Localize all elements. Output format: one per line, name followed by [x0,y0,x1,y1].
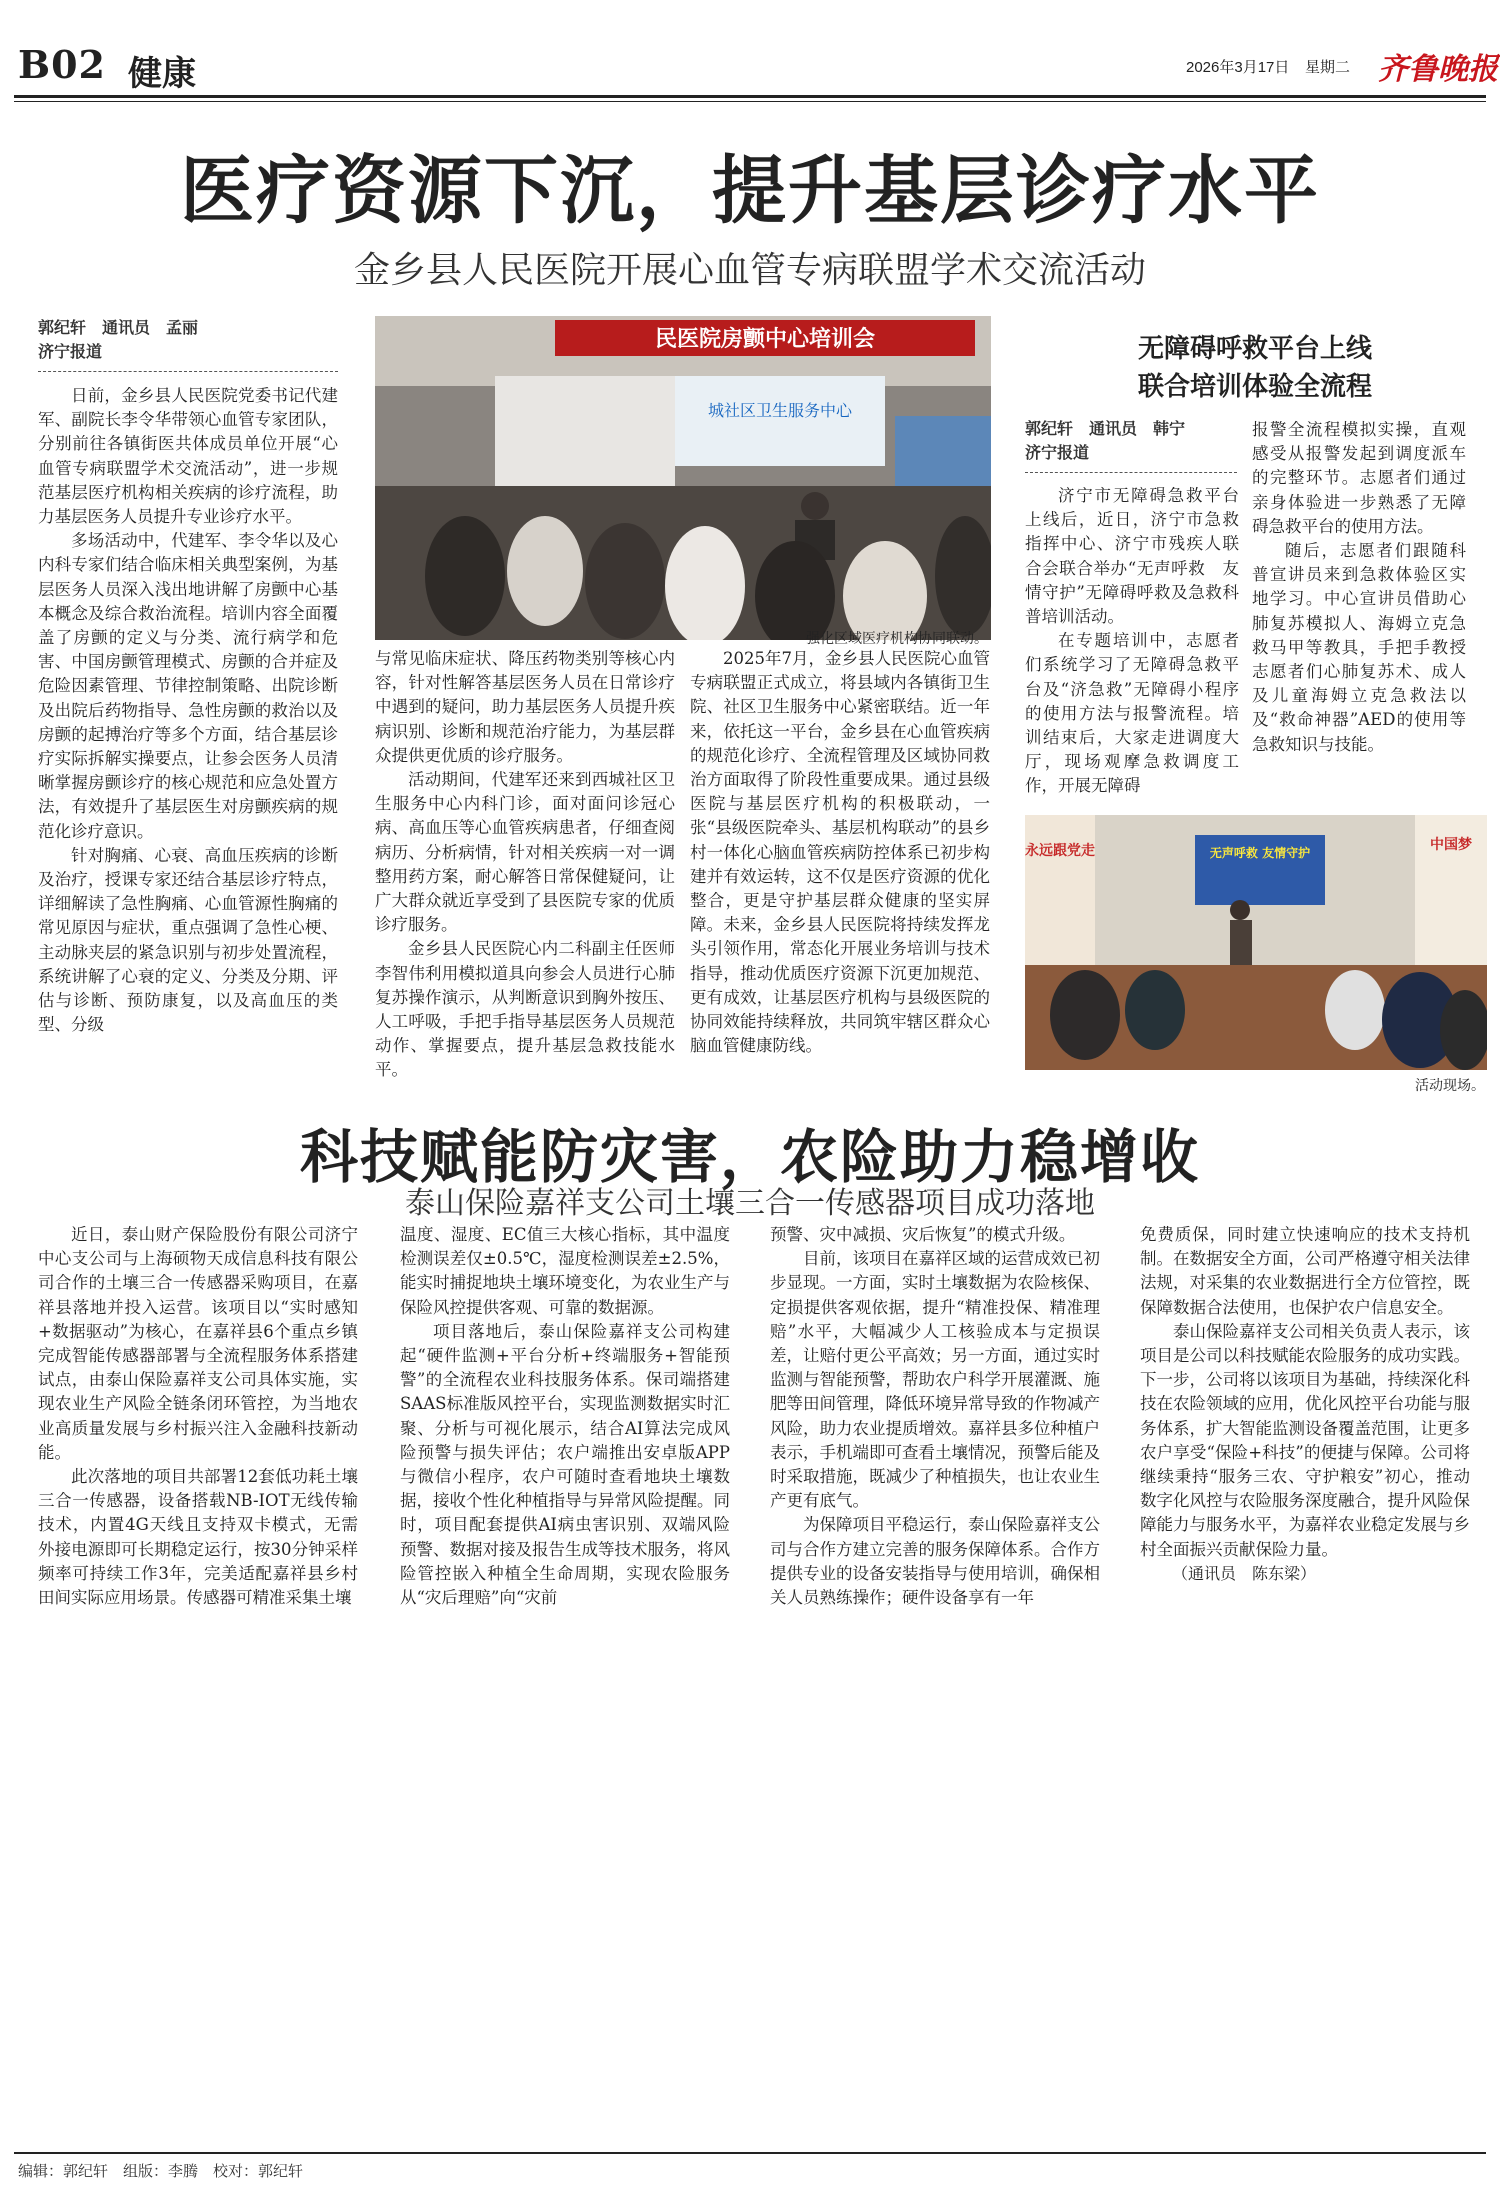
paragraph: 免费质保，同时建立快速响应的技术支持机制。在数据安全方面，公司严格遵守相关法律法规，对采集的农业数据进行全方位管控，既保障数据合法使用，也保护农户信息安全。 [1140,1225,1470,1317]
issue-weekday: 星期二 [1305,58,1351,76]
sidebar-col2 [1252,418,1466,808]
article2-subheadline: 泰山保险嘉祥支公司土壤三合一传感器项目成功落地 [405,1186,1095,1221]
paragraph: 2025年7月，金乡县人民医院心血管专病联盟正式成立，将县域内各镇街卫生院、社区卫生服务中心紧密联结。近一年来，依托这一平台，金乡县在心血管疾病的规范化诊疗、全流程管理及区域协同救治方面取得了阶段性重要成果。通过县级医院与基层医疗机构的积极联动，一张“县级医院牵头、基层机构联动”的县乡村一体化心脑血管疾病防控体系已初步构建并有效运转，这不仅是医疗资源的优化整合，更是守护基层群众健康的坚实屏障。未来，金乡县人民医院将持续发挥龙头引领作用，常态化开展业务培训与技术指导，推动优质医疗资源下沉更加规范、更有成效，让基层医疗机构与县级医院的协同效能持续释放，共同筑牢辖区群众心脑血管健康防线。 [690,649,990,1056]
section-name: 健康 [128,54,196,94]
sidebar-col1 [1025,484,1239,814]
sidebar-photo-caption: 活动现场。 [1415,1078,1485,1094]
article1-byline-authors: 郭纪轩 通讯员 孟丽 [38,318,199,337]
article1-col3 [690,647,990,1087]
article2-headline: 科技赋能防灾害，农险助力稳增收 [299,1123,1200,1191]
paragraph: 报警全流程模拟实操，直观感受从报警发起到调度派车的完整环节。志愿者们通过亲身体验进一步熟悉了无障碍急救平台的使用方法。 [1252,420,1466,536]
photo-banner-text: 无声呼救 友情守护 [1209,846,1311,860]
photo-right-text: 中国梦 [1430,837,1472,853]
photo-banner-text: 民医院房颤中心培训会 [654,327,876,352]
article2-col2 [400,1223,730,1643]
article1-byline [38,316,198,364]
photo-sign-text: 城社区卫生服务中心 [707,401,853,420]
paragraph: 活动期间，代建军还来到西城社区卫生服务中心内科门诊，面对面问诊冠心病、高血压等心血管疾病患者，仔细查阅病历、分析病情，针对相关疾病一对一调整用药方案，耐心解答日常保健疑问，让广大群众就近享受到了县医院专家的优质诊疗服务。 [375,770,675,935]
paragraph: 项目落地后，泰山保险嘉祥支公司构建起“硬件监测+平台分析+终端服务+智能预警”的全流程农业科技服务体系。保司端搭建SAAS标准版风控平台，实现监测数据实时汇聚、分析与可视化展示，结合AI算法完成风险预警与损失评估；农户端推出安卓版APP与微信小程序，农户可随时查看地块土壤数据，接收个性化种植指导与异常风险提醒。同时，项目配套提供AI病虫害识别、双端风险预警、数据对接及报告生成等技术服务，将风险管控嵌入种植全生命周期，实现农险服务从“灾后理赔”向“灾前 [400,1321,730,1608]
article1-subheadline: 金乡县人民医院开展心血管专病联盟学术交流活动 [353,250,1146,291]
paragraph: 近日，泰山财产保险股份有限公司济宁中心支公司与上海硕物天成信息科技有限公司合作的土壤三合一传感器采购项目，在嘉祥县落地并投入运营。该项目以“实时感知+数据驱动”为核心，在嘉祥县6个重点乡镇完成智能传感器部署与全流程服务体系搭建试点，由泰山保险嘉祥支公司具体实施，实现农业生产风险全链条闭环管控，为当地农业高质量发展与乡村振兴注入金融科技新动能。 [38,1225,358,1462]
article2-col4 [1140,1223,1470,1643]
article2-col1 [38,1223,358,1643]
sidebar-photo [1025,815,1487,1070]
sidebar-byline [1025,417,1185,465]
header-rule-thin [14,101,1486,102]
event-scene-image [1025,815,1487,1070]
footer-rule [14,2152,1486,2154]
paragraph: 为保障项目平稳运行，泰山保险嘉祥支公司与合作方建立完善的服务保障体系。合作方提供专业的设备安装指导与使用培训，确保相关人员熟练操作；硬件设备享有一年 [770,1515,1100,1608]
article1-byline-place: 济宁报道 [38,342,103,361]
paragraph: 针对胸痛、心衰、高血压疾病的诊断及治疗，授课专家还结合基层诊疗特点，详细解读了急性胸痛、心血管源性胸痛的常见原因与症状，重点强调了急性心梗、主动脉夹层的紧急识别与初步处置流程，系统讲解了心衰的定义、分类及分期、评估与诊断、预防康复，以及高血压的类型、分级 [38,845,338,1035]
article1-col2 [375,647,675,1087]
article1-photo-caption: 强化区域医疗机构协同联动。 [806,631,988,647]
byline-rule [38,371,338,373]
newspaper-logo: 齐鲁晚报 [1378,52,1498,87]
article1-headline: 医疗资源下沉，提升基层诊疗水平 [180,148,1320,234]
paragraph: 与常见临床症状、降压药物类别等核心内容，针对性解答基层医务人员在日常诊疗中遇到的疑问，助力基层医务人员提升疾病识别、诊断和规范治疗能力，为基层群众提供更优质的诊疗服务。 [375,649,675,765]
paragraph: 济宁市无障碍急救平台上线后，近日，济宁市急救指挥中心、济宁市残疾人联合会联合举办“无声呼救 友情守护”无障碍呼救及急救科普培训活动。 [1025,486,1239,627]
sidebar-headline [1025,330,1485,406]
page-code: B02 [18,42,106,87]
paragraph: 泰山保险嘉祥支公司相关负责人表示，该项目是公司以科技赋能农险服务的成功实践。下一步，公司将以该项目为基础，持续深化科技在农险领域的应用，优化风控平台功能与服务体系，扩大智能监测设备覆盖范围，让更多农户享受“保险+科技”的便捷与保障。公司将继续秉持“服务三农、守护粮安”初心，推动数字化风控与农险服务深度融合，提升风险保障能力与服务水平，为嘉祥农业稳定发展与乡村全面振兴贡献保险力量。 [1140,1321,1470,1559]
paragraph: 随后，志愿者们跟随科普宣讲员来到急救体验区实地学习。中心宣讲员借助心肺复苏模拟人、海姆立克急救马甲等教具，手把手教授志愿者们心肺复苏术、成人及儿童海姆立克急救法以及“救命神器”AED的使用等急救知识与技能。 [1252,541,1466,754]
photo-left-text: 永远跟党走 [1025,843,1095,859]
footer-credits: 编辑：郭纪轩 组版：李腾 校对：郭纪轩 [18,2162,304,2180]
sidebar-byline-place: 济宁报道 [1025,443,1090,462]
sidebar-headline-line2: 联合培训体验全流程 [1137,372,1372,402]
paragraph: 温度、湿度、EC值三大核心指标，其中温度检测误差仅±0.5℃，湿度检测误差±2.5%，能实时捕捉地块土壤环境变化，为农业生产与保险风控提供客观、可靠的数据源。 [400,1225,730,1317]
issue-date: 2026年3月17日 [1186,59,1290,76]
paragraph: 日前，金乡县人民医院党委书记代建军、副院长李令华带领心血管专家团队，分别前往各镇街医共体成员单位开展“心血管专病联盟学术交流活动”，进一步规范基层医疗机构相关疾病的诊疗流程，助力基层医务人员提升专业诊疗水平。 [38,386,338,527]
paragraph: 在专题培训中，志愿者们系统学习了无障碍急救平台及“济急救”无障碍小程序的使用方法与报警流程。培训结束后，大家走进调度大厅，现场观摩急救调度工作，开展无障碍 [1025,631,1239,796]
paragraph: 金乡县人民医院心内二科副主任医师李智伟利用模拟道具向参会人员进行心肺复苏操作演示，从判断意识到胸外按压、人工呼吸，手把手指导基层医务人员规范动作、掌握要点，提升基层急救技能水平。 [375,939,675,1080]
paragraph: 预警、灾中减损、灾后恢复”的模式升级。 [770,1225,1076,1244]
paragraph: 此次落地的项目共部署12套低功耗土壤三合一传感器，设备搭载NB-IOT无线传输技术，内置4G天线且支持双卡模式，无需外接电源即可长期稳定运行，按30分钟采样频率可持续工作3年，完美适配嘉祥县乡村田间实际应用场景。传感器可精准采集土壤 [38,1467,358,1608]
byline-rule [1025,472,1237,474]
training-room-image [375,316,991,640]
article1-col1 [38,384,338,1084]
article2-credit: （通讯员 陈东梁） [1172,1563,1317,1583]
header-rule [14,95,1486,98]
paragraph: 目前，该项目在嘉祥区域的运营成效已初步显现。一方面，实时土壤数据为农险核保、定损提供客观依据，提升“精准投保、精准理赔”水平，大幅减少人工核验成本与定损误差，让赔付更公平高效；另一方面，通过实时监测与智能预警，帮助农户科学开展灌溉、施肥等田间管理，降低环境异常导致的作物减产风险，助力农业提质增效。嘉祥县多位种植户表示，手机端即可查看土壤情况，预警后能及时采取措施，既减少了种植损失，也让农业生产更有底气。 [770,1249,1100,1511]
sidebar-byline-authors: 郭纪轩 通讯员 韩宁 [1025,419,1186,438]
paragraph: 多场活动中，代建军、李令华以及心内科专家们结合临床相关典型案例，为基层医务人员深入浅出地讲解了房颤中心基本概念及综合救治流程。培训内容全面覆盖了房颤的定义与分类、流行病学和危害、中国房颤管理模式、房颤的合并症及危险因素管理、节律控制策略、出院诊断及出院后药物指导、急性房颤的救治以及房颤的起搏治疗等多个方面，结合基层诊疗实际拆解实操要点，让参会医务人员清晰掌握房颤诊疗的核心规范和应急处置方法，有效提升了基层医生对房颤疾病的规范化诊疗意识。 [38,531,338,841]
sidebar-headline-line1: 无障碍呼救平台上线 [1137,334,1372,364]
article1-photo [375,316,991,640]
article2-col3 [770,1223,1100,1643]
